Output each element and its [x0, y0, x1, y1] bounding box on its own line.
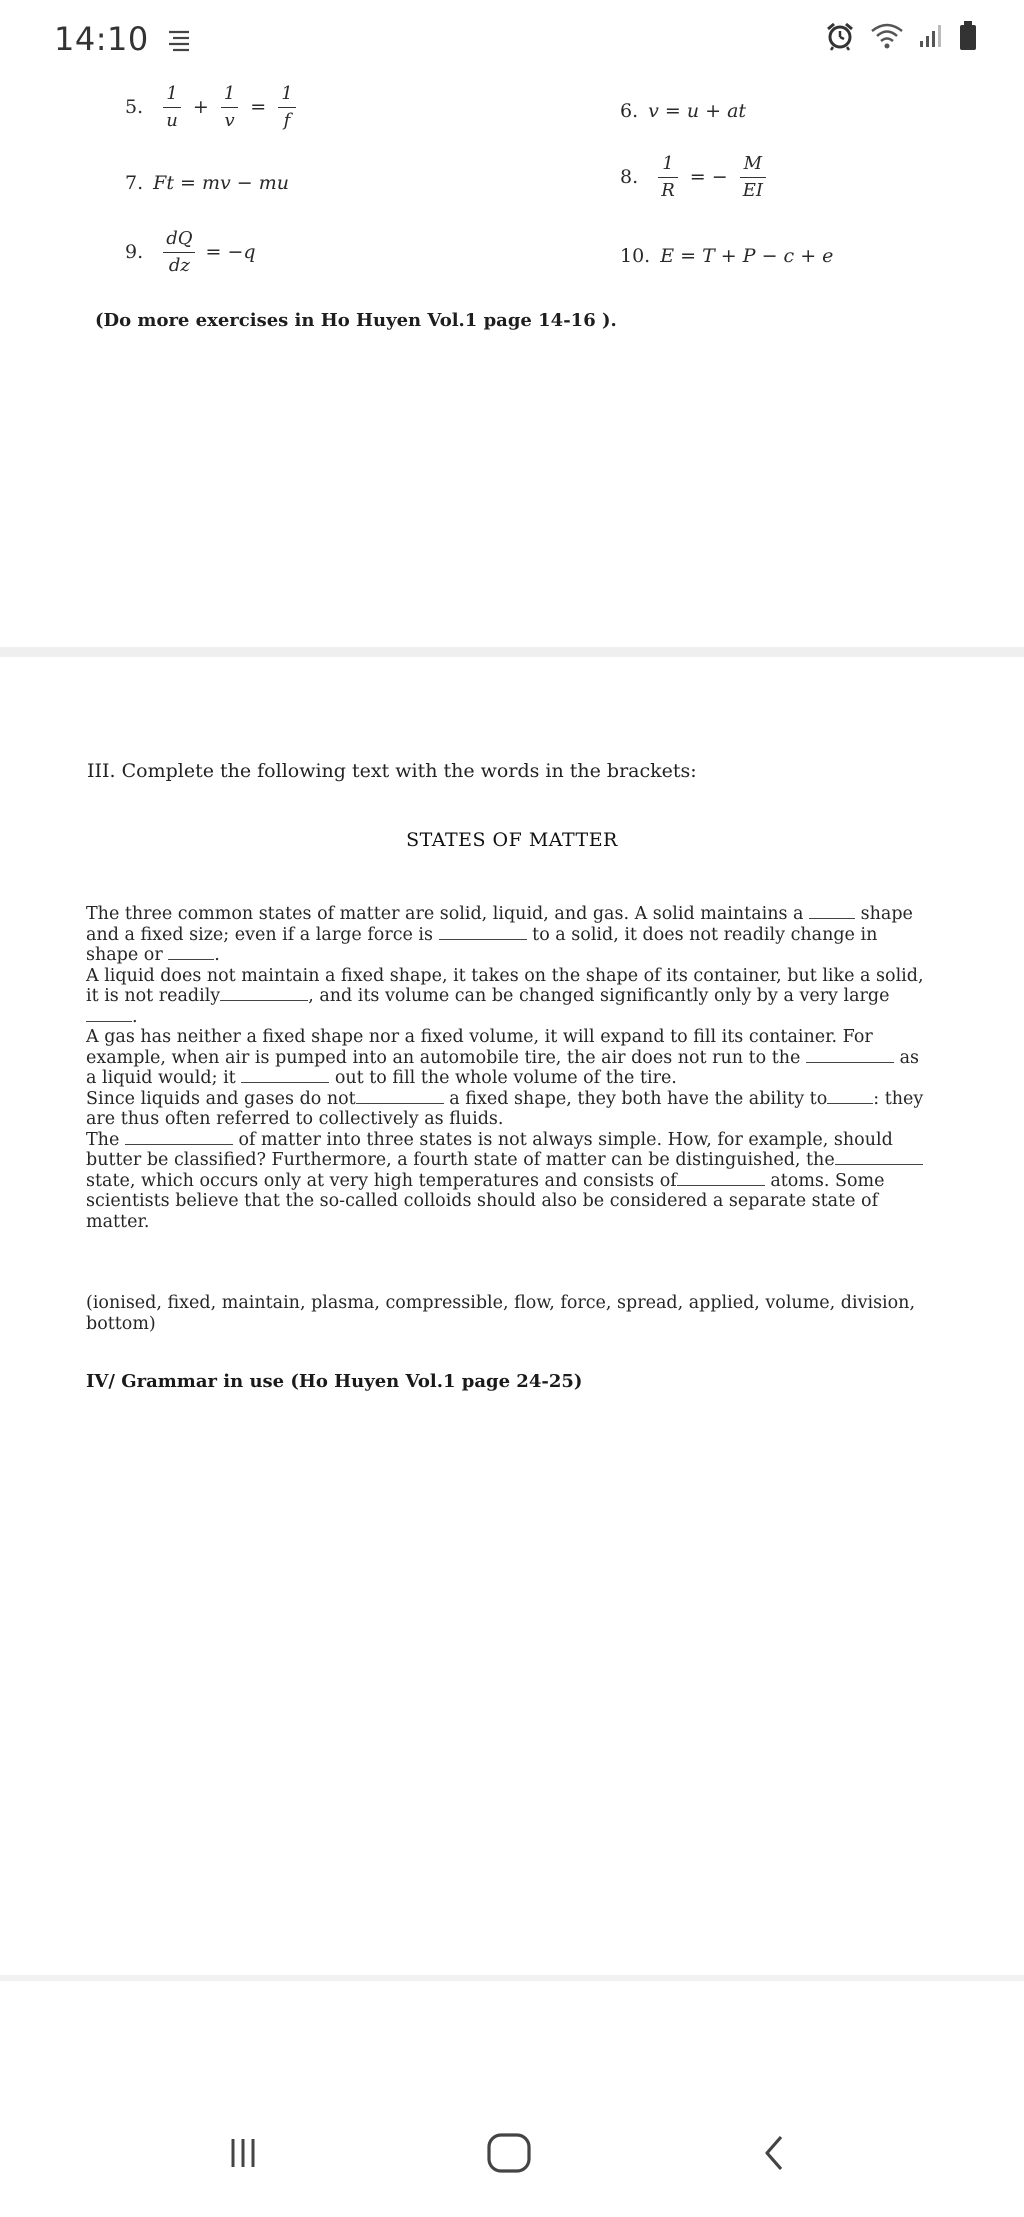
blank-12	[677, 1171, 765, 1186]
formula-8: 8. $\frac{1}{R}$ = − $\frac{M}{EI}$	[620, 155, 770, 201]
blank-3	[168, 945, 214, 960]
blank-5	[86, 1007, 132, 1022]
formula-6: 6. v = u + at	[620, 100, 747, 122]
blank-4	[220, 986, 308, 1001]
formula-5: 5. $\frac{1}{u}$ + $\frac{1}{v}$ = $\frac{1}{f}$	[125, 85, 300, 131]
document-page-formulas	[0, 70, 1024, 650]
word-bank: (ionised, fixed, maintain, plasma, compressible, flow, force, spread, applied, volume, division, bottom)	[86, 1293, 916, 1334]
page-separator	[0, 647, 1024, 657]
menu-lines-icon	[166, 28, 192, 58]
signal-icon	[918, 23, 944, 53]
battery-icon	[958, 20, 978, 56]
passage-text	[86, 904, 932, 1232]
home-button[interactable]	[464, 2110, 554, 2200]
exercise-note: (Do more exercises in Ho Huyen Vol.1 page 14-16 ).	[95, 310, 617, 331]
recent-apps-button[interactable]	[198, 2110, 288, 2200]
passage-paragraph-fluids: Since liquids and gases do not a fixed shape, they both have the ability to : they are thus often referred to collectively as fluids.	[86, 1088, 924, 1129]
passage-paragraph-liquid: A liquid does not maintain a fixed shape, it takes on the shape of its container, but like a solid, it is not readily , and its volume can be changed significantly only by a very large.	[86, 965, 924, 1027]
blank-6	[806, 1048, 894, 1063]
back-button[interactable]	[730, 2110, 820, 2200]
passage-heading: STATES OF MATTER	[406, 829, 618, 851]
navigation-bar	[0, 2110, 1024, 2210]
formula-10: 10. E = T + P − c + e	[620, 245, 834, 267]
section-title-iv: IV/ Grammar in use (Ho Huyen Vol.1 page 24-25)	[86, 1371, 583, 1392]
back-icon	[755, 2133, 795, 2177]
blank-8	[356, 1089, 444, 1104]
formula-7: 7. Ft = mv − mu	[125, 172, 289, 194]
status-time: 14:10	[54, 20, 149, 58]
passage-paragraph-gas: A gas has neither a fixed shape nor a fixed volume, it will expand to fill its container. For example, when air is pumped into an automobile tire, the air does not run to the as a liquid would; it out to fill the whole volume of the tire.	[86, 1027, 919, 1088]
alarm-icon	[824, 20, 856, 56]
blank-9	[827, 1089, 873, 1104]
section-title-iii: III. Complete the following text with the words in the brackets:	[87, 760, 697, 782]
recent-apps-icon	[223, 2133, 263, 2177]
blank-1	[809, 904, 855, 919]
blank-10	[125, 1130, 233, 1145]
document-page-exercise	[0, 657, 1024, 1977]
wifi-icon	[870, 21, 904, 55]
formula-9: 9. $\frac{dQ}{dz}$ = −q	[125, 228, 256, 276]
passage-paragraph-solid: The three common states of matter are solid, liquid, and gas. A solid maintains a shape and a fixed size; even if a large force is to a solid, it does not readily change in shape or .	[86, 904, 913, 965]
blank-2	[439, 925, 527, 940]
passage-paragraph-division: The of matter into three states is not always simple. How, for example, should butter be classified? Furthermore, a fourth state of matter can be distinguished, the state, which occurs only at very high temperatures and consists of atoms. Some scientists believe that the so-called colloids should also be considered a separate state of matter.	[86, 1130, 932, 1233]
blank-7	[241, 1068, 329, 1083]
page-separator-bottom	[0, 1975, 1024, 1981]
home-icon	[485, 2131, 533, 2179]
blank-11	[835, 1150, 923, 1165]
